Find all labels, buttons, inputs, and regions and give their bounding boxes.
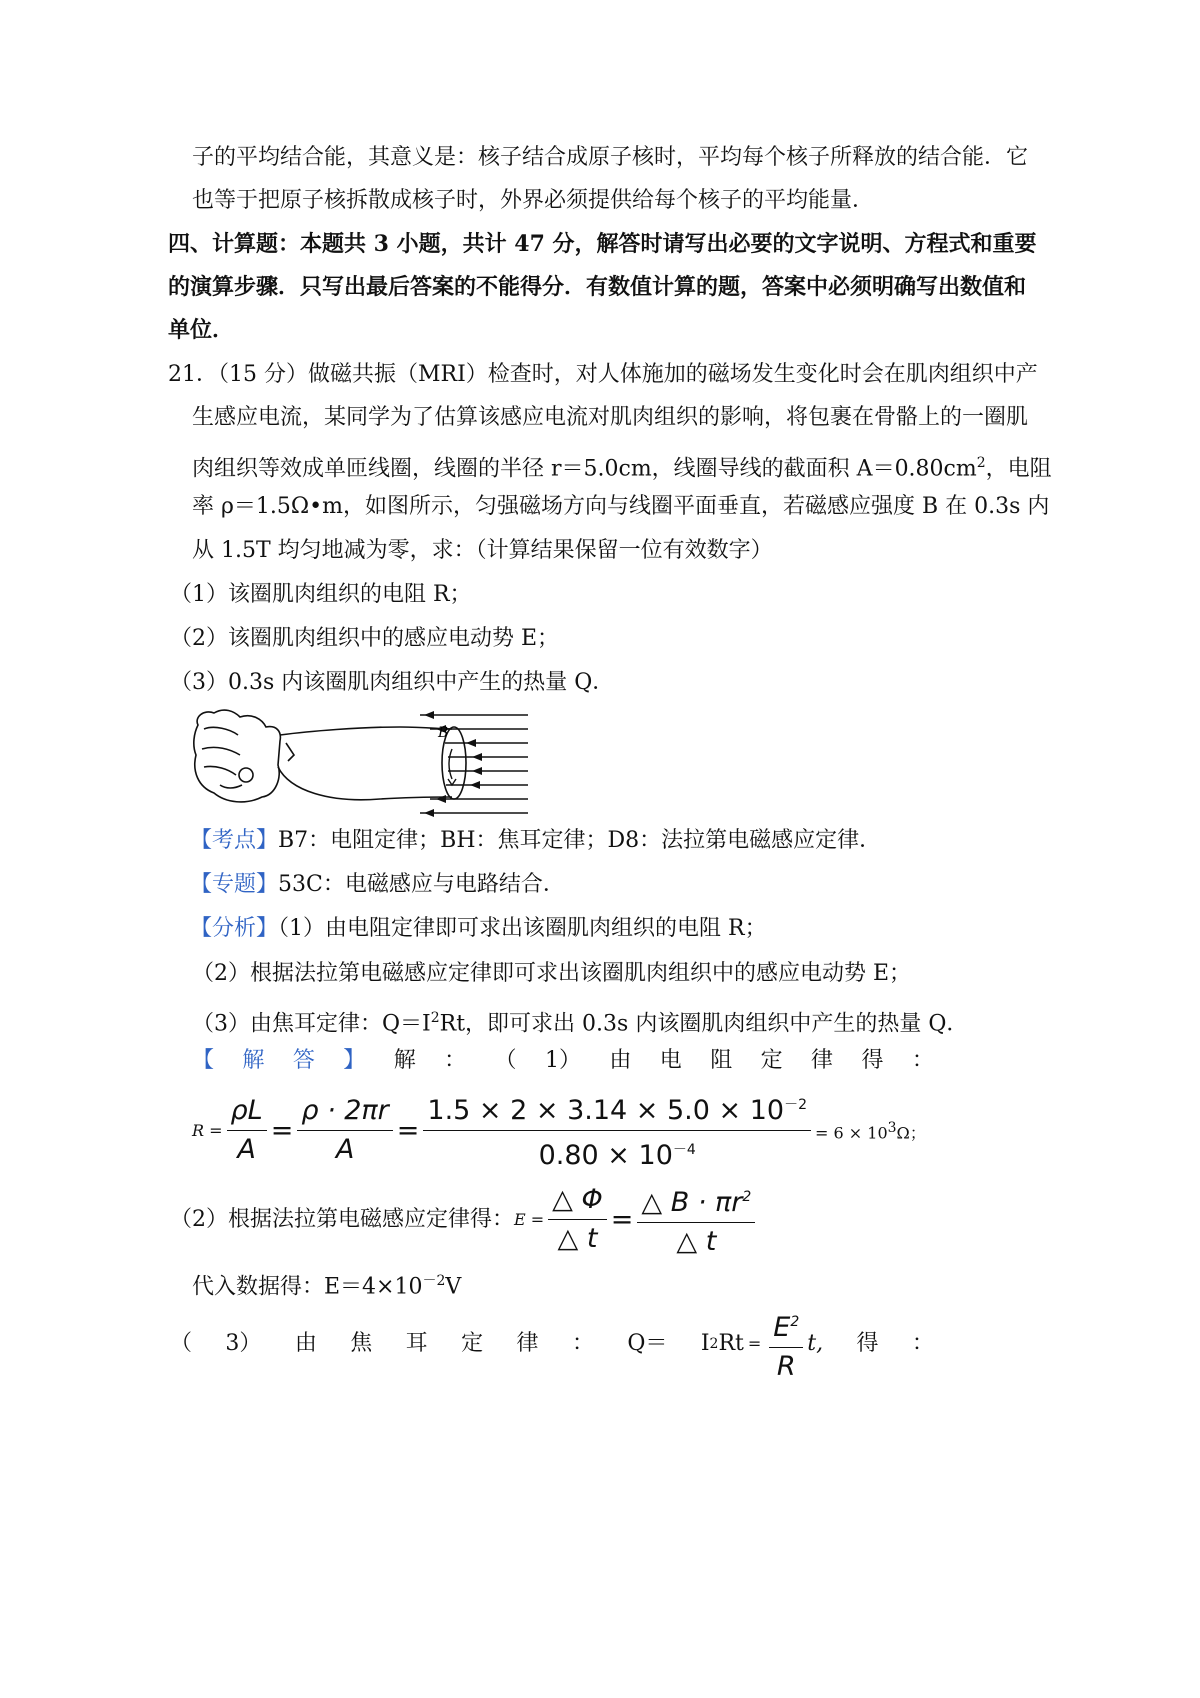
- field-label: B: [438, 725, 449, 741]
- question-text: 肉组织等效成单匝线圈，线圈的半径 r＝5.0cm，线圈导线的截面积 $A=0.80cm^2$，电阻: [192, 455, 1052, 482]
- equation-heat-line: （ 3） 由 焦 耳 定 律 ： Q＝ I 2 Rt = $\frac{E^2}{R}$ t, 得 ：: [170, 1312, 934, 1376]
- question-text: 生感应电流，某同学为了估算该感应电流对肌肉组织的影响，将包裹在骨骼上的一圈肌: [192, 405, 1029, 430]
- sub-question-1: （1）该圈肌肉组织的电阻 R；: [170, 582, 472, 607]
- fraction: $\frac{\triangle B \cdot \pi r^2}{\triangle t}$: [637, 1178, 755, 1261]
- sub-question-2: （2）该圈肌肉组织中的感应电动势 E；: [170, 626, 560, 651]
- fraction: $\frac{\rho \cdot 2\pi r}{A}$: [297, 1092, 392, 1169]
- fraction: $\frac{1.5 \times 2 \times 3.14 \times 5.0 \times 10^{-2}}{0.80 \times 10^{-4}}$: [423, 1086, 811, 1175]
- section-heading: 四、计算题：本题共 3 小题，共计 47 分，解答时请写出必要的文字说明、方程式和重要: [168, 231, 1037, 257]
- zhuanti-line: 【专题】53C：电磁感应与电路结合．: [190, 872, 565, 897]
- question-21: 21．（15 分）做磁共振（MRI）检查时，对人体施加的磁场发生变化时会在肌肉组织中产: [168, 362, 1038, 387]
- fraction: $\frac{\rho L}{A}$: [227, 1092, 267, 1169]
- arm-coil-figure: [190, 705, 530, 823]
- jieda-line: 【 解 答 】 解 ： （ 1） 由 电 阻 定 律 得 ：: [192, 1048, 934, 1073]
- equation-emf: （2）根据法拉第电磁感应定律得： E = $\frac{\triangle \Phi}{\triangle t}$ = $\frac{\triangle B \cdot \pi r^2}{\triangle t}$: [170, 1178, 759, 1261]
- question-text: 率 ρ＝1.5Ω•m，如图所示，匀强磁场方向与线圈平面垂直，若磁感应强度 B 在 0.3s 内: [192, 494, 1050, 519]
- equation-resistance: R = $\frac{\rho L}{A}$ = $\frac{\rho \cdot 2\pi r}{A}$ = $\frac{1.5 \times 2 \times 3.14 \times 5.0 \times 10^{-2}}{0.80 \times 10^{-4}}$ = $6 \times 10^3\Omega$；: [192, 1086, 926, 1175]
- fraction: $\frac{\triangle \Phi}{\triangle t}$: [548, 1181, 607, 1258]
- fenxi-line: 【分析】（1）由电阻定律即可求出该圈肌肉组织的电阻 R；: [190, 916, 767, 941]
- section-heading: 的演算步骤．只写出最后答案的不能得分．有数值计算的题，答案中必须明确写出数值和: [168, 274, 1027, 300]
- substitution-line: 代入数据得：$E=4\times 10^{-2}V$: [192, 1273, 462, 1300]
- text-line: 子的平均结合能，其意义是：核子结合成原子核时，平均每个核子所释放的结合能．它: [192, 145, 1029, 170]
- analysis-step: （2）根据法拉第电磁感应定律即可求出该圈肌肉组织中的感应电动势 E；: [192, 961, 912, 986]
- question-text: 从 1.5T 均匀地减为零，求：（计算结果保留一位有效数字）: [192, 538, 773, 563]
- fraction: $\frac{E^2}{R}$: [769, 1303, 803, 1386]
- text-line: 也等于把原子核拆散成核子时，外界必须提供给每个核子的平均能量．: [192, 188, 875, 213]
- kaodian-line: 【考点】B7：电阻定律；BH：焦耳定律；D8：法拉第电磁感应定律．: [190, 828, 882, 853]
- sub-question-3: （3）0.3s 内该圈肌肉组织中产生的热量 Q．: [170, 670, 615, 695]
- analysis-step: （3）由焦耳定律：$Q=I^2Rt$，即可求出 0.3s 内该圈肌肉组织中产生的热量 Q．: [192, 1010, 969, 1037]
- section-heading: 单位．: [168, 317, 235, 343]
